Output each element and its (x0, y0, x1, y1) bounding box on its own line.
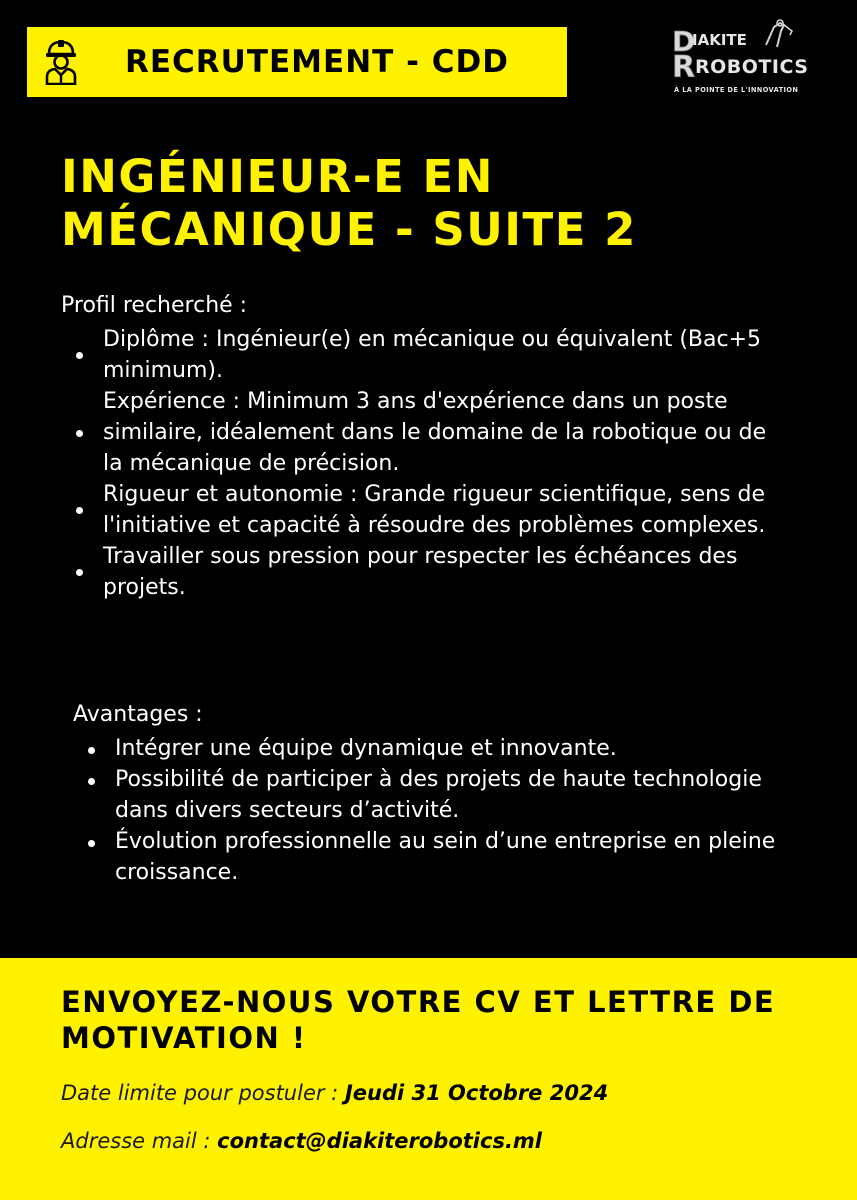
list-item: Travailler sous pression pour respecter les échéances des projets. (61, 541, 791, 603)
recruitment-badge (27, 27, 567, 97)
list-item: Expérience : Minimum 3 ans d'expérience dans un poste similaire, idéalement dans le domaine de la robotique ou de la mécanique de précision. (61, 386, 791, 479)
worker-icon (41, 36, 81, 88)
profile-section (61, 290, 791, 603)
logo-initial-r: R (672, 50, 696, 85)
deadline-value: Jeudi 31 Octobre 2024 (344, 1081, 609, 1105)
list-item: Évolution professionnelle au sein d’une entreprise en pleine croissance. (73, 826, 813, 888)
logo-line2: ROBOTICS (695, 56, 809, 78)
application-footer (0, 958, 857, 1200)
deadline-label: Date limite pour postuler : (61, 1081, 345, 1105)
company-logo (668, 17, 813, 97)
list-item: Possibilité de participer à des projets de haute technologie dans divers secteurs d’activité. (73, 764, 813, 826)
email-address[interactable]: contact@diakiterobotics.ml (217, 1129, 543, 1153)
profile-list (61, 324, 791, 603)
call-to-action: ENVOYEZ-NOUS VOTRE CV ET LETTRE DE MOTIVATION ! (61, 985, 776, 1055)
email-label: Adresse mail : (61, 1129, 218, 1153)
job-title: INGÉNIEUR-E EN MÉCANIQUE - SUITE 2 (61, 150, 637, 256)
list-item: Intégrer une équipe dynamique et innovante. (73, 733, 813, 764)
advantages-section (73, 699, 813, 888)
logo-tagline: À LA POINTE DE L'INNOVATION (674, 86, 799, 94)
logo-line1: IAKITE (692, 31, 747, 49)
deadline-line (61, 1081, 608, 1105)
list-item: Diplôme : Ingénieur(e) en mécanique ou équivalent (Bac+5 minimum). (61, 324, 791, 386)
badge-label: RECRUTEMENT - CDD (125, 44, 509, 80)
profile-heading: Profil recherché : (61, 293, 248, 318)
advantages-list (73, 733, 813, 888)
advantages-heading: Avantages : (73, 702, 203, 727)
list-item: Rigueur et autonomie : Grande rigueur scientifique, sens de l'initiative et capacité à résoudre des problèmes complexes. (61, 479, 791, 541)
email-line (61, 1129, 542, 1153)
logo-initial-d: D (672, 25, 696, 58)
